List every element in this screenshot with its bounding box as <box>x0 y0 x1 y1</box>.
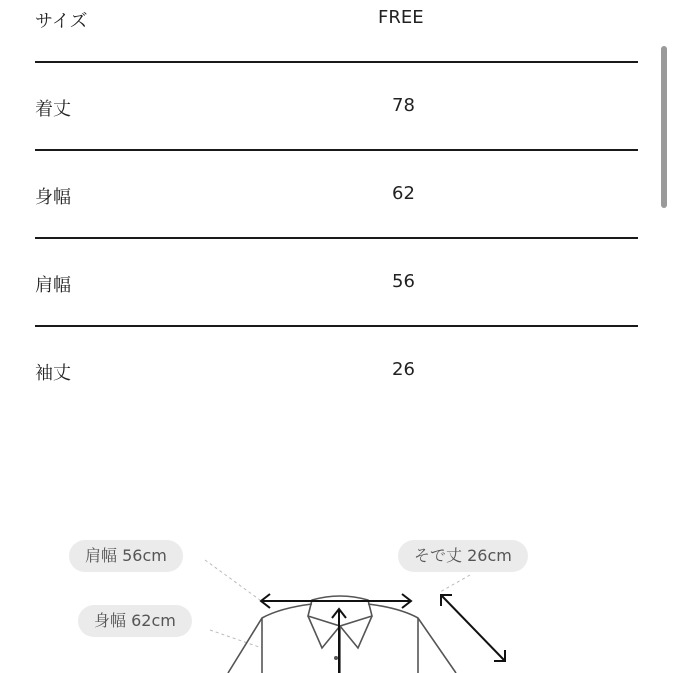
shoulder-width-label: 肩幅 56cm <box>69 540 183 572</box>
size-header-value: FREE <box>378 7 424 28</box>
sleeve-length-label: そで丈 26cm <box>398 540 528 572</box>
body-width-label: 身幅 62cm <box>78 605 192 637</box>
sleeve-length-arrow-icon <box>441 595 505 661</box>
row-label-sleeve-length: 袖丈 <box>35 363 71 384</box>
row-value-sleeve-length: 26 <box>392 359 415 380</box>
body-leader-line <box>210 630 262 648</box>
shirt-outline-icon <box>228 596 456 673</box>
divider <box>35 61 638 63</box>
row-value-shoulder-width: 56 <box>392 271 415 292</box>
row-label-length: 着丈 <box>35 99 71 120</box>
sleeve-leader-line <box>440 575 470 592</box>
row-label-shoulder-width: 肩幅 <box>35 275 71 296</box>
scrollbar[interactable] <box>661 46 667 208</box>
size-diagram <box>0 520 673 673</box>
button-icon <box>334 656 338 660</box>
size-header-label: サイズ <box>35 11 88 32</box>
row-value-body-width: 62 <box>392 183 415 204</box>
length-arrow-icon <box>332 609 346 673</box>
row-value-length: 78 <box>392 95 415 116</box>
divider <box>35 237 638 239</box>
divider <box>35 325 638 327</box>
divider <box>35 149 638 151</box>
shoulder-leader-line <box>205 560 260 600</box>
row-label-body-width: 身幅 <box>35 187 71 208</box>
